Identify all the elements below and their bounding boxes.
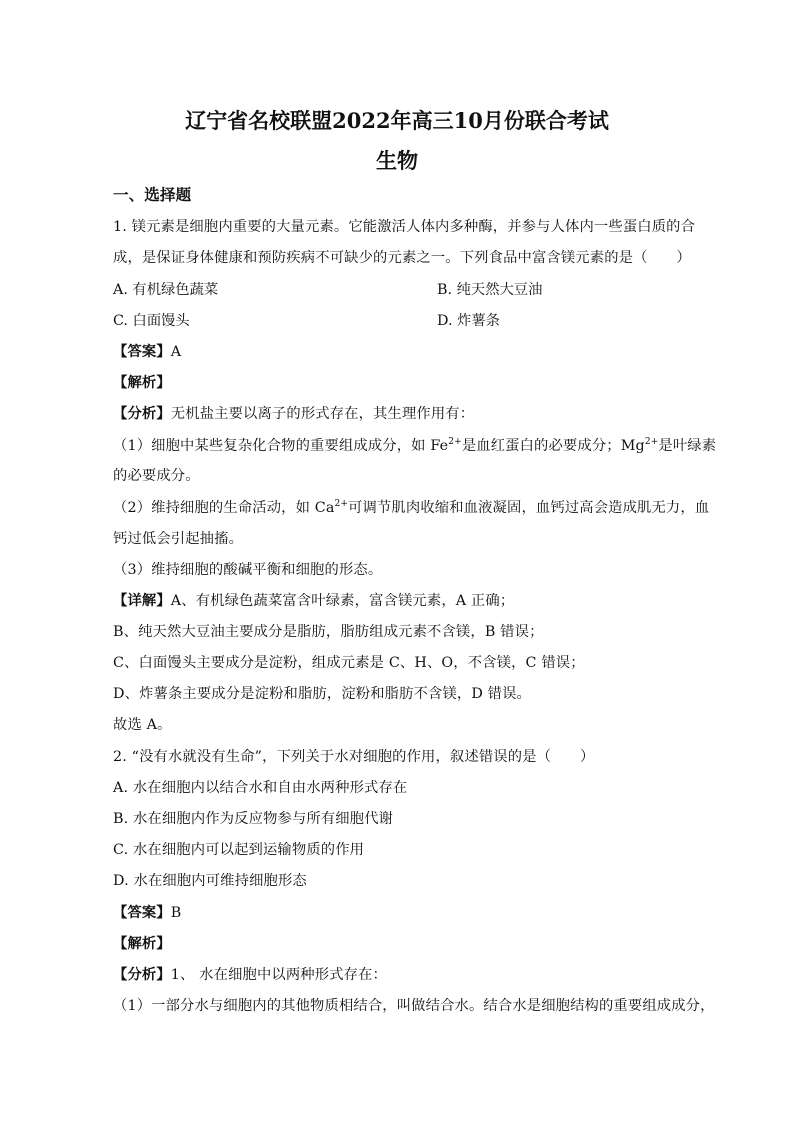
fe-charge: 2+ — [448, 437, 462, 447]
answer-tag: 【答案】 — [113, 905, 171, 921]
q2-answer — [113, 903, 683, 923]
fenxi-text: 无机盐主要以离子的形式存在，其生理作用有： — [170, 406, 475, 422]
q1-detail-a — [113, 591, 683, 611]
p1-text-b: 是血红蛋白的必要成分；Mg — [461, 438, 645, 454]
fenxi-tag: 【分析】 — [113, 406, 171, 422]
q1-option-a: A. 有机绿色蔬菜 — [113, 282, 219, 298]
q1-point-2-line-1 — [113, 498, 710, 518]
document-title: 辽宁省名校联盟2022年高三10月份联合考试 — [185, 108, 609, 133]
q2-fenxi — [113, 965, 683, 985]
subject-title: 生物 — [376, 148, 418, 173]
q1-answer — [113, 342, 683, 362]
q1-point-1-line-2: 的必要成分。 — [113, 468, 200, 484]
section-heading: 一、选择题 — [113, 185, 192, 204]
q1-analysis-tag: 【解析】 — [113, 375, 171, 391]
q1-stem-line-2: 成，是保证身体健康和预防疾病不可缺少的元素之一。下列食品中富含镁元素的是（ ） — [113, 250, 691, 266]
q1-option-b: B. 纯天然大豆油 — [437, 282, 543, 298]
q2-option-c: C. 水在细胞内可以起到运输物质的作用 — [113, 842, 365, 858]
q2-option-d: D. 水在细胞内可维持细胞形态 — [113, 873, 307, 889]
p1-text-a: （1）细胞中某些复杂化合物的重要组成成分，如 Fe — [113, 438, 449, 454]
q1-point-3: （3）维持细胞的酸碱平衡和细胞的形态。 — [113, 562, 383, 578]
mg-charge: 2+ — [644, 437, 659, 447]
fenxi-text: 1、 水在细胞中以两种形式存在： — [170, 967, 387, 983]
q1-stem-line-1: 1. 镁元素是细胞内重要的大量元素。它能激活人体内多种酶，并参与人体内一些蛋白质的合 — [113, 219, 696, 235]
q1-fenxi — [113, 404, 683, 424]
q2-option-b: B. 水在细胞内作为反应物参与所有细胞代谢 — [113, 811, 394, 827]
answer-tag: 【答案】 — [113, 344, 171, 360]
p2-text-a: （2）维持细胞的生命活动，如 Ca — [113, 500, 335, 516]
ca-charge: 2+ — [334, 499, 349, 509]
q1-option-d: D. 炸薯条 — [437, 313, 500, 329]
q1-detail-c: C、白面馒头主要成分是淀粉，组成元素是 C、H、O，不含镁，C 错误； — [113, 655, 585, 671]
answer-value: B — [170, 905, 182, 921]
q1-point-1-line-1 — [113, 436, 717, 456]
answer-value: A — [170, 344, 182, 360]
q1-conclusion: 故选 A。 — [113, 717, 172, 733]
detail-a-text: A、有机绿色蔬菜富含叶绿素，富含镁元素，A 正确； — [170, 593, 515, 609]
p2-text-b: 可调节肌肉收缩和血液凝固，血钙过高会造成肌无力，血 — [348, 500, 710, 516]
q2-stem: 2. “没有水就没有生命”，下列关于水对细胞的作用，叙述错误的是（ ） — [113, 749, 595, 765]
p1-text-c: 是叶绿素 — [658, 438, 717, 454]
q2-point-1: （1）一部分水与细胞内的其他物质相结合，叫做结合水。结合水是细胞结构的重要组成成分， — [113, 998, 715, 1014]
fenxi-tag: 【分析】 — [113, 967, 171, 983]
q2-analysis-tag: 【解析】 — [113, 936, 171, 952]
q1-point-2-line-2: 钙过低会引起抽搐。 — [113, 531, 244, 547]
q1-detail-b: B、纯天然大豆油主要成分是脂肪，脂肪组成元素不含镁，B 错误； — [113, 624, 544, 640]
q2-option-a: A. 水在细胞内以结合水和自由水两种形式存在 — [113, 780, 408, 796]
q1-detail-d: D、炸薯条主要成分是淀粉和脂肪，淀粉和脂肪不含镁，D 错误。 — [113, 686, 531, 702]
q1-option-c: C. 白面馒头 — [113, 313, 190, 329]
detail-tag: 【详解】 — [113, 593, 171, 609]
